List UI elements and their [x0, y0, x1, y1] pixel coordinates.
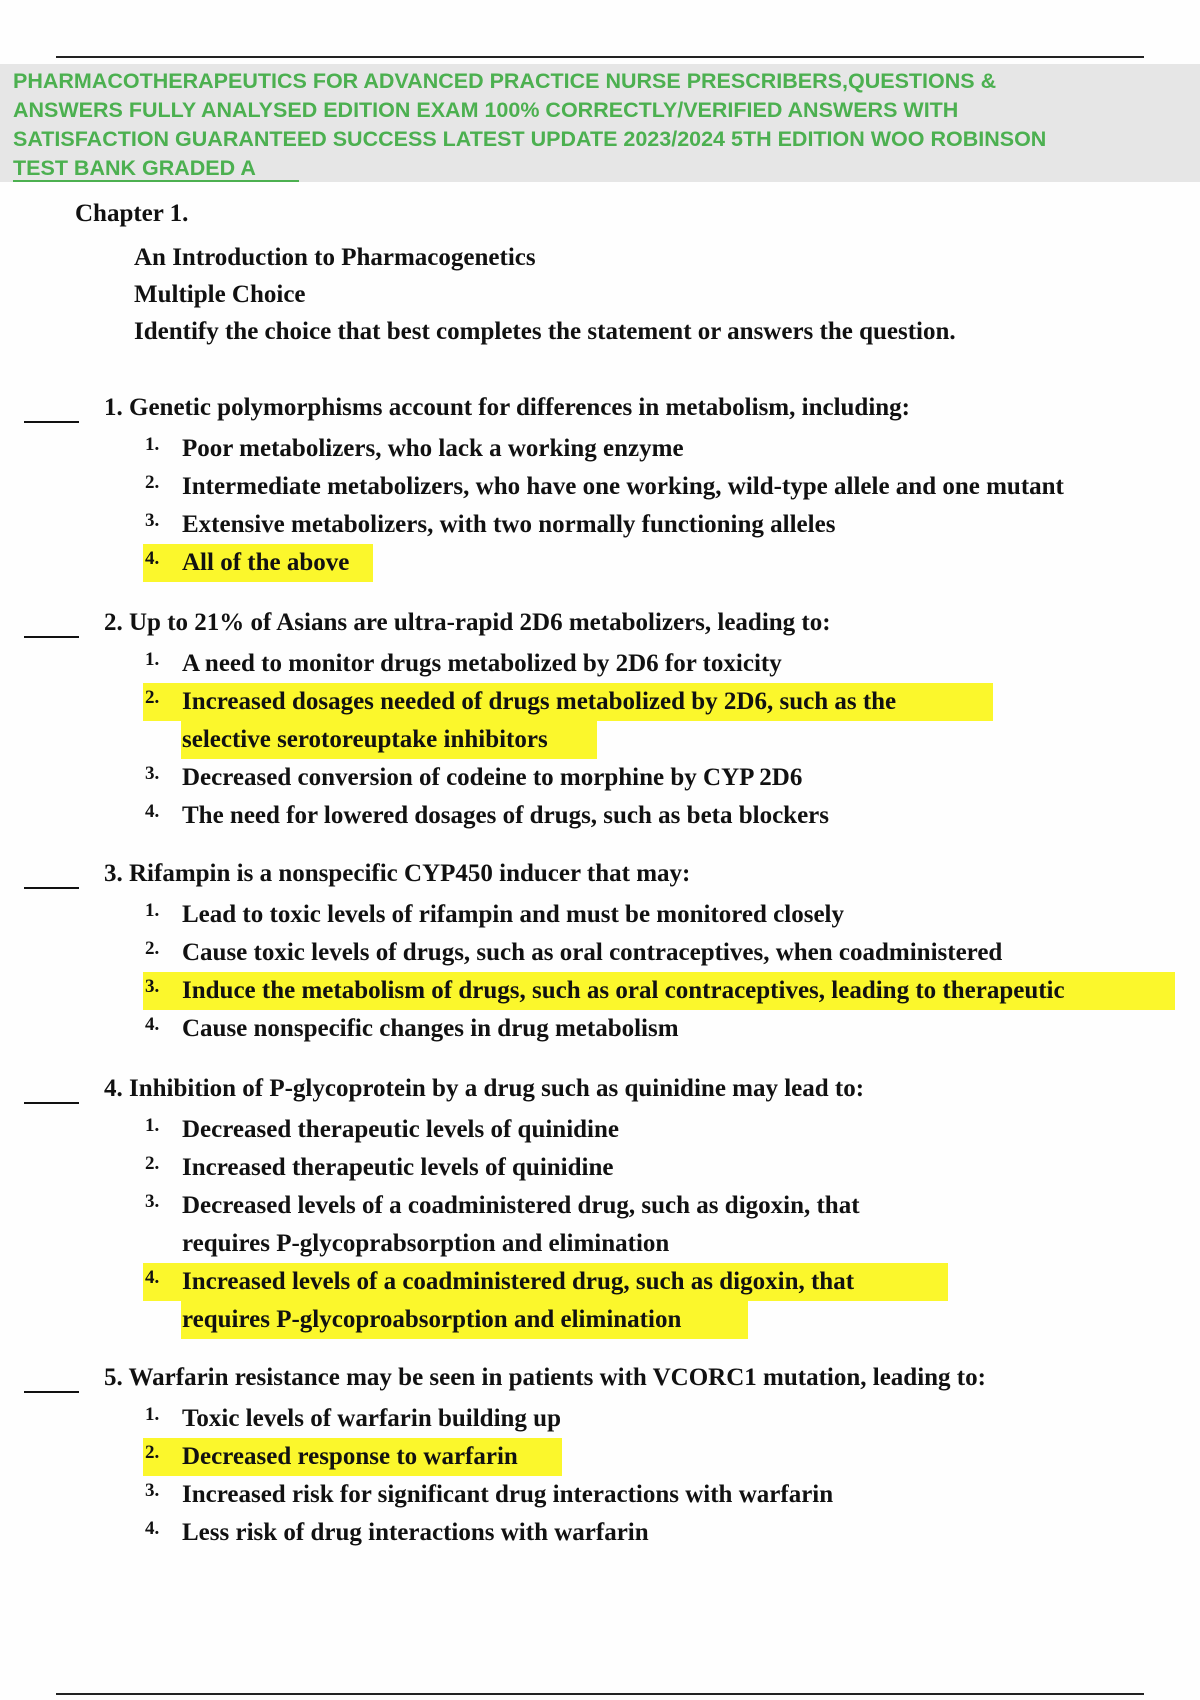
option-text-continued: selective serotoreuptake inhibitors [182, 726, 548, 753]
option-number: 4. [145, 548, 160, 569]
option-3 [0, 1187, 1200, 1263]
option-2-correct [0, 683, 1200, 759]
option-text: Toxic levels of warfarin building up [182, 1405, 561, 1432]
option-4 [0, 1010, 1200, 1048]
option-number: 2. [145, 938, 160, 959]
option-number: 1. [145, 900, 160, 921]
option-list [0, 430, 1200, 582]
option-number: 2. [145, 687, 160, 708]
option-number: 1. [145, 1115, 160, 1136]
option-text: The need for lowered dosages of drugs, such as beta blockers [182, 802, 830, 829]
option-text-continued: requires P-glycoproabsorption and elimination [182, 1306, 682, 1333]
option-number: 2. [145, 1153, 160, 1174]
question-stem: 4. Inhibition of P-glycoprotein by a drug such as quinidine may lead to: [104, 1075, 865, 1102]
option-3 [0, 1476, 1200, 1514]
title-line-3: SATISFACTION GUARANTEED SUCCESS LATEST UPDATE 2023/2024 5TH EDITION WOO ROBINSON [13, 127, 1047, 151]
option-number: 1. [145, 434, 160, 455]
option-3 [0, 506, 1200, 544]
option-text-continued: requires P-glycoprabsorption and elimination [182, 1230, 670, 1257]
question-stem: 2. Up to 21% of Asians are ultra-rapid 2D6 metabolizers, leading to: [104, 609, 831, 636]
option-list [0, 1111, 1200, 1339]
option-text: Extensive metabolizers, with two normally functioning alleles [182, 511, 836, 538]
option-number: 4. [145, 1014, 160, 1035]
option-2 [0, 1149, 1200, 1187]
top-rule [56, 56, 1144, 58]
option-text: Increased dosages needed of drugs metabolized by 2D6, such as the [182, 688, 897, 715]
option-text: Cause toxic levels of drugs, such as oral contraceptives, when coadministered [182, 939, 1003, 966]
option-text: Intermediate metabolizers, who have one working, wild-type allele and one mutant [182, 473, 1064, 500]
title-line-1: PHARMACOTHERAPEUTICS FOR ADVANCED PRACTICE NURSE PRESCRIBERS,QUESTIONS & [13, 69, 997, 93]
option-text: Increased risk for significant drug interactions with warfarin [182, 1481, 834, 1508]
question-stem: 3. Rifampin is a nonspecific CYP450 inducer that may: [104, 860, 691, 887]
document-title [13, 67, 1193, 183]
option-text: Less risk of drug interactions with warfarin [182, 1519, 649, 1546]
option-number: 1. [145, 649, 160, 670]
option-list [0, 1400, 1200, 1552]
answer-blank [24, 1391, 79, 1393]
title-line-2: ANSWERS FULLY ANALYSED EDITION EXAM 100% CORRECTLY/VERIFIED ANSWERS WITH [13, 98, 959, 122]
option-text: Increased levels of a coadministered drug, such as digoxin, that [182, 1268, 855, 1295]
section-title: An Introduction to Pharmacogenetics [134, 244, 536, 271]
option-number: 3. [145, 510, 160, 531]
option-1 [0, 1400, 1200, 1438]
option-4-correct [0, 544, 1200, 582]
title-line-4: TEST BANK GRADED A [13, 156, 256, 180]
option-3-correct [0, 972, 1200, 1010]
option-3 [0, 759, 1200, 797]
option-list [0, 645, 1200, 835]
option-text: Lead to toxic levels of rifampin and must be monitored closely [182, 901, 844, 928]
bottom-rule [56, 1693, 1144, 1695]
option-2 [0, 934, 1200, 972]
option-text: Decreased levels of a coadministered drug, such as digoxin, that [182, 1192, 860, 1219]
option-2-correct [0, 1438, 1200, 1476]
option-text: All of the above [182, 549, 350, 576]
option-1 [0, 1111, 1200, 1149]
option-text: Decreased conversion of codeine to morphine by CYP 2D6 [182, 764, 803, 791]
answer-blank [24, 421, 79, 423]
option-4 [0, 797, 1200, 835]
option-number: 3. [145, 976, 160, 997]
option-number: 2. [145, 472, 160, 493]
option-text: Induce the metabolism of drugs, such as oral contraceptives, leading to therapeutic [182, 977, 1065, 1004]
question-stem: 5. Warfarin resistance may be seen in patients with VCORC1 mutation, leading to: [104, 1364, 986, 1391]
option-text: Decreased response to warfarin [182, 1443, 518, 1470]
option-text: Cause nonspecific changes in drug metabolism [182, 1015, 679, 1042]
option-list [0, 896, 1200, 1048]
option-number: 2. [145, 1442, 160, 1463]
option-1 [0, 430, 1200, 468]
option-number: 4. [145, 1267, 160, 1288]
option-number: 1. [145, 1404, 160, 1425]
option-number: 4. [145, 801, 160, 822]
option-number: 3. [145, 1480, 160, 1501]
answer-blank [24, 887, 79, 889]
option-text: Decreased therapeutic levels of quinidine [182, 1116, 619, 1143]
option-text: Increased therapeutic levels of quinidine [182, 1154, 614, 1181]
option-number: 3. [145, 1191, 160, 1212]
option-1 [0, 645, 1200, 683]
answer-blank [24, 1102, 79, 1104]
option-4 [0, 1514, 1200, 1552]
title-underline [13, 180, 299, 182]
option-number: 3. [145, 763, 160, 784]
question-stem: 1. Genetic polymorphisms account for differences in metabolism, including: [104, 394, 910, 421]
section-type: Multiple Choice [134, 281, 306, 308]
option-text: Poor metabolizers, who lack a working enzyme [182, 435, 684, 462]
chapter-heading: Chapter 1. [75, 200, 189, 227]
option-2 [0, 468, 1200, 506]
option-4-correct [0, 1263, 1200, 1339]
option-number: 4. [145, 1518, 160, 1539]
answer-blank [24, 636, 79, 638]
option-text: A need to monitor drugs metabolized by 2D6 for toxicity [182, 650, 782, 677]
instructions: Identify the choice that best completes the statement or answers the question. [134, 318, 956, 345]
option-1 [0, 896, 1200, 934]
